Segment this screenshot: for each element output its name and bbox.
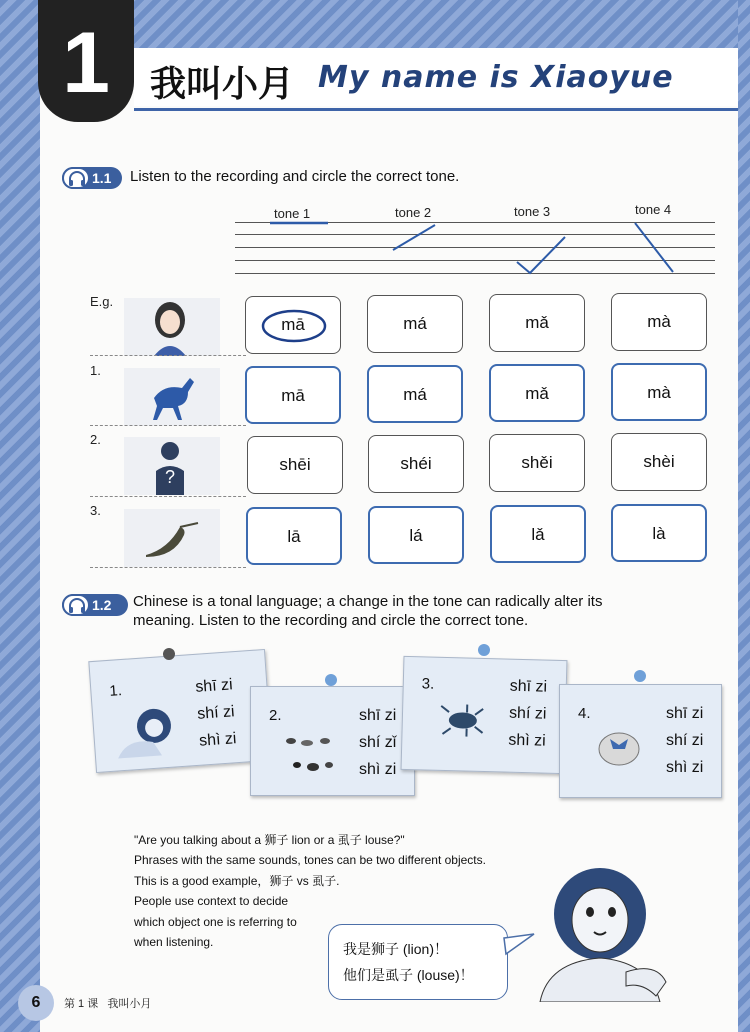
- page-number: 6: [31, 994, 41, 1011]
- note-line: "Are you talking about a 狮子 lion or a 虱子 louse?": [134, 833, 405, 847]
- tone-option-box[interactable]: [246, 507, 342, 565]
- circle-mark-icon: [260, 308, 328, 344]
- striped-border-right: [738, 0, 750, 1032]
- section-instruction: Listen to the recording and circle the correct tone.: [130, 168, 460, 185]
- card-number: 3.: [421, 675, 435, 693]
- speech-line: 他们是虱子 (louse)！: [343, 967, 474, 983]
- row-divider: [90, 425, 246, 426]
- lesson-number-tab: [38, 0, 134, 122]
- tone-option-text: mà: [647, 312, 671, 331]
- tone-option-text[interactable]: shī zi: [359, 707, 397, 724]
- seeds-icon: [281, 729, 339, 779]
- section-badge-1-2: [62, 594, 128, 616]
- persimmon-icon: [594, 725, 644, 769]
- svg-text:?: ?: [165, 467, 176, 487]
- tone-label: tone 1: [274, 206, 311, 221]
- row-label: 3.: [90, 503, 101, 518]
- tone-option-text: shēi: [279, 455, 311, 474]
- sticky-card-3: [401, 656, 568, 774]
- tone-option-text[interactable]: shí zi: [666, 732, 704, 749]
- note-line: This is a good example，狮子 vs 虱子.: [134, 874, 340, 888]
- row-label: E.g.: [90, 294, 114, 309]
- footer-lesson: [64, 995, 151, 1011]
- tone-option-box[interactable]: [611, 293, 707, 351]
- horse-icon: [124, 368, 220, 426]
- tone-option-box[interactable]: [490, 505, 586, 563]
- footer-lesson-label: 第 1 课: [64, 998, 99, 1010]
- pushpin-icon: [325, 674, 337, 686]
- tone-option-text: mā: [281, 315, 305, 334]
- tone-option-box[interactable]: [611, 433, 707, 491]
- tone-option-text[interactable]: shì zi: [508, 731, 546, 750]
- page-number-badge: [18, 985, 54, 1021]
- section-number: 1.1: [92, 170, 112, 186]
- section-number: 1.2: [92, 597, 112, 613]
- tone-label: tone 3: [514, 204, 551, 219]
- speech-line: 我是狮子 (lion)！: [343, 941, 449, 957]
- tone-option-box[interactable]: [245, 296, 341, 354]
- mystery-person-icon: [124, 437, 220, 495]
- lion-character-illustration: [530, 862, 680, 1002]
- row-divider: [90, 567, 246, 568]
- tone-option-text: shéi: [400, 454, 432, 473]
- tone-option-box[interactable]: [611, 504, 707, 562]
- title-underline: [134, 108, 738, 111]
- note-line: which object one is referring to: [134, 915, 297, 929]
- tone-option-text: mǎ: [525, 384, 549, 403]
- row-divider: [90, 355, 246, 356]
- row-divider: [90, 496, 246, 497]
- note-line: when listening.: [134, 935, 214, 949]
- sticky-card-1: [88, 649, 272, 773]
- tone-option-text: mǎ: [525, 313, 549, 332]
- tone-option-text[interactable]: shí zi: [196, 703, 236, 723]
- tone-option-text: là: [652, 524, 666, 543]
- tone-option-text: shěi: [521, 453, 553, 472]
- tone-option-text[interactable]: shī zi: [509, 677, 548, 696]
- tone-option-box[interactable]: [247, 436, 343, 494]
- striped-border-left: [0, 0, 40, 1032]
- section-instruction: meaning. Listen to the recording and circle the correct tone.: [133, 612, 529, 629]
- row-label: 2.: [90, 432, 101, 447]
- tone-option-text: lá: [409, 526, 423, 545]
- tone-option-text[interactable]: shì zi: [359, 761, 397, 778]
- tone-option-box[interactable]: [489, 434, 585, 492]
- tone-label: tone 2: [395, 205, 432, 220]
- speech-bubble: [328, 924, 508, 1000]
- tone-option-text[interactable]: shí zi: [508, 704, 547, 723]
- girl-icon: [124, 298, 220, 356]
- tone-option-box[interactable]: [245, 366, 341, 424]
- tone-option-text: má: [403, 385, 427, 404]
- tone-option-text[interactable]: shì zi: [666, 759, 704, 776]
- note-line: People use context to decide: [134, 894, 289, 908]
- tone-option-text: lā: [287, 527, 301, 546]
- tone-option-box[interactable]: [489, 294, 585, 352]
- lion-icon: [113, 704, 182, 760]
- card-number: 1.: [108, 682, 123, 700]
- tone-option-text: mà: [647, 383, 671, 402]
- section-badge-1-1: [62, 167, 122, 189]
- card-number: 4.: [578, 705, 591, 722]
- page-title-chinese: 我叫小月: [150, 64, 295, 105]
- tone-contour-marks: [235, 215, 715, 285]
- pushpin-icon: [634, 670, 646, 682]
- lesson-number: 1: [62, 15, 110, 111]
- tone-option-text[interactable]: shī zi: [666, 705, 704, 722]
- sticky-card-4: [559, 684, 722, 798]
- headphones-icon[interactable]: [62, 594, 90, 616]
- tone-option-box[interactable]: [367, 365, 463, 423]
- section-instruction: Chinese is a tonal language; a change in the tone can radically alter its: [133, 593, 603, 610]
- tone-option-text[interactable]: shì zi: [198, 730, 238, 750]
- pepper-icon: [124, 509, 220, 567]
- row-label: 1.: [90, 363, 101, 378]
- tone-option-box[interactable]: [367, 295, 463, 353]
- tone-option-box[interactable]: [368, 506, 464, 564]
- tone-option-text: lǎ: [531, 525, 545, 544]
- tone-option-text: mā: [281, 386, 305, 405]
- tone-option-text[interactable]: shí zǐ: [359, 734, 397, 751]
- louse-icon: [436, 702, 487, 739]
- tone-option-box[interactable]: [611, 363, 707, 421]
- tone-option-text[interactable]: shī zi: [194, 676, 234, 696]
- tone-option-box[interactable]: [368, 435, 464, 493]
- sticky-card-2: [250, 686, 415, 796]
- note-line: Phrases with the same sounds, tones can be two different objects.: [134, 853, 486, 867]
- tone-option-text: má: [403, 314, 427, 333]
- tone-label: tone 4: [635, 202, 672, 217]
- card-number: 2.: [269, 707, 282, 724]
- pushpin-icon: [163, 648, 175, 660]
- tone-option-text: shèi: [643, 452, 675, 471]
- headphones-icon[interactable]: [62, 167, 90, 189]
- footer-lesson-title: 我叫小月: [107, 998, 152, 1010]
- pushpin-icon: [478, 644, 490, 656]
- page-title-english: My name is Xiaoyue: [318, 60, 674, 95]
- tone-option-box[interactable]: [489, 364, 585, 422]
